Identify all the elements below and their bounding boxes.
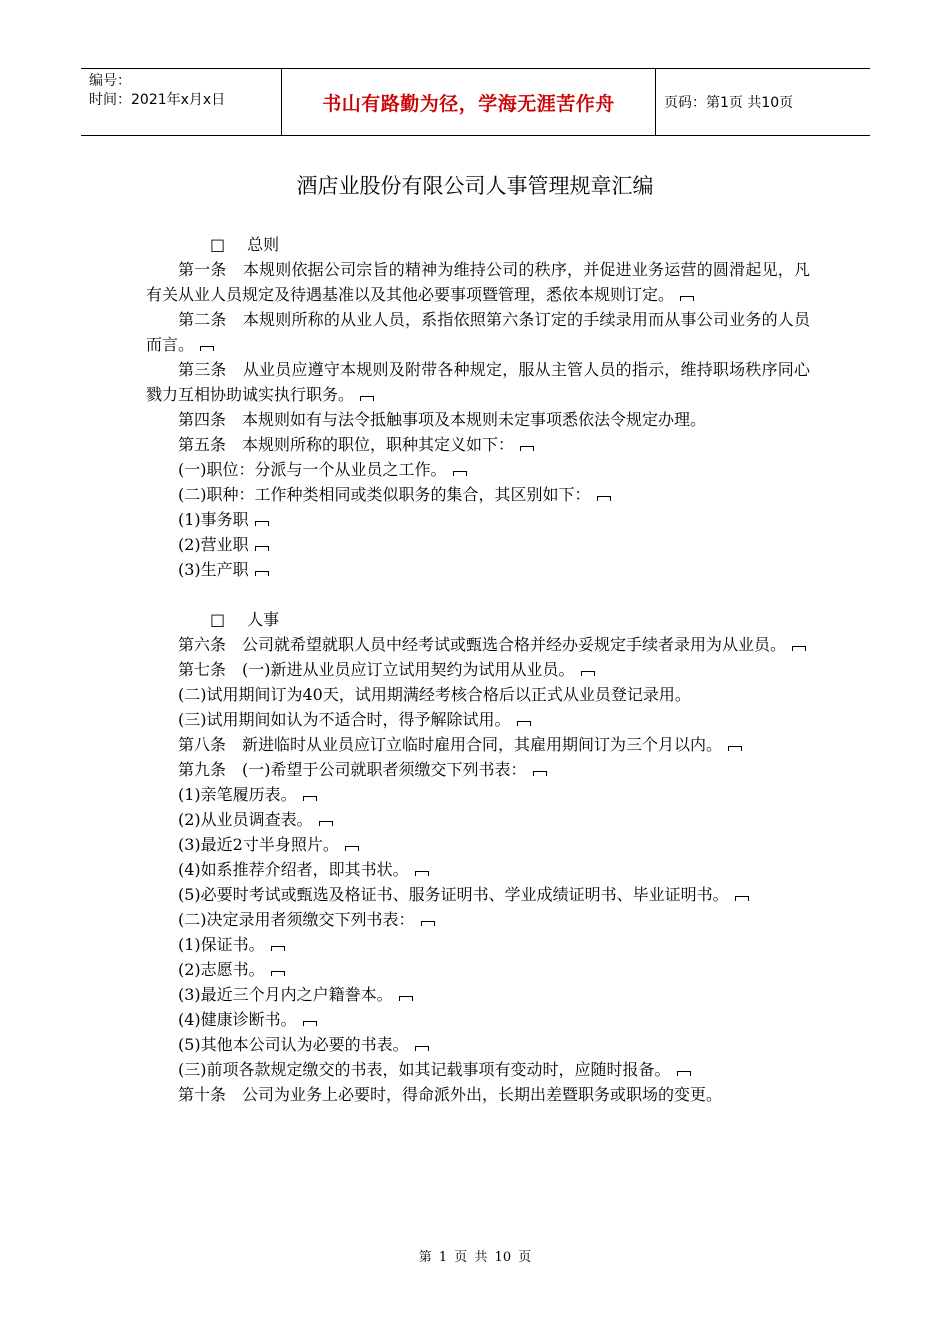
paragraph (146, 657, 810, 682)
paragraph-mark-icon (200, 346, 214, 351)
paragraph-mark-icon (255, 546, 269, 551)
checkbox-square-icon: □ (210, 235, 226, 254)
paragraph (146, 957, 810, 982)
paragraph (146, 482, 810, 507)
header-page-info-cell (656, 69, 870, 135)
paragraph-mark-icon (415, 1046, 429, 1051)
paragraph (146, 1082, 810, 1107)
header-table (81, 68, 870, 136)
section-heading-text: 人事 (247, 610, 280, 629)
document-number-label: 编号： (89, 73, 131, 89)
paragraph-mark-icon (345, 846, 359, 851)
paragraph-text: (二)试用期间订为40天，试用期满经考核合格后以正式从业员登记录用。 (178, 685, 691, 704)
paragraph (146, 732, 810, 757)
paragraph-text: (1)亲笔履历表。 (178, 785, 297, 804)
paragraph-text: (2)从业员调查表。 (178, 810, 313, 829)
paragraph (146, 807, 810, 832)
paragraph (146, 532, 810, 557)
document-title: 酒店业股份有限公司人事管理规章汇编 (296, 174, 654, 198)
paragraph-text: 第七条 (一)新进从业员应订立试用契约为试用从业员。 (178, 660, 575, 679)
checkbox-square-icon: □ (210, 610, 226, 629)
paragraph-text: (3)最近2寸半身照片。 (178, 835, 339, 854)
paragraph (146, 882, 810, 907)
paragraph (146, 707, 810, 732)
paragraph-text: 第三条 从业员应遵守本规则及附带各种规定，服从主管人员的指示，维持职场秩序同心戮力互相协助诚实执行职务。 (146, 360, 810, 404)
paragraph-text: (一)职位：分派与一个从业员之工作。 (178, 460, 447, 479)
paragraph-mark-icon (453, 471, 467, 476)
paragraph-mark-icon (735, 896, 749, 901)
paragraph (146, 407, 810, 432)
paragraph-text: 第九条 (一)希望于公司就职者须缴交下列书表： (178, 760, 527, 779)
paragraph-mark-icon (399, 996, 413, 1001)
paragraph-mark-icon (792, 646, 806, 651)
paragraph-text: (5)必要时考试或甄选及格证书、服务证明书、学业成绩证明书、毕业证明书。 (178, 885, 729, 904)
paragraph (146, 1032, 810, 1057)
paragraph-mark-icon (728, 746, 742, 751)
paragraph-mark-icon (360, 396, 374, 401)
paragraph (146, 857, 810, 882)
paragraph-mark-icon (533, 771, 547, 776)
paragraph-text: 第八条 新进临时从业员应订立临时雇用合同，其雇用期间订为三个月以内。 (178, 735, 723, 754)
paragraph-text: 第一条 本规则依据公司宗旨的精神为维持公司的秩序，并促进业务运营的圆滑起见，凡有关从业人员规定及待遇基准以及其他必要事项暨管理，悉依本规则订定。 (146, 260, 810, 304)
paragraph (146, 982, 810, 1007)
section-heading-text: 总则 (247, 235, 280, 254)
section-gap (146, 582, 810, 607)
paragraph-text: (3)最近三个月内之户籍誊本。 (178, 985, 393, 1004)
paragraph-mark-icon (303, 1021, 317, 1026)
paragraph-mark-icon (319, 821, 333, 826)
header-meta (81, 69, 281, 135)
paragraph-text: (5)其他本公司认为必要的书表。 (178, 1035, 409, 1054)
paragraph (146, 307, 810, 357)
paragraph-text: 第六条 公司就希望就职人员中经考试或甄选合格并经办妥规定手续者录用为从业员。 (178, 635, 787, 654)
paragraph-mark-icon (677, 1071, 691, 1076)
section-heading (146, 607, 810, 632)
paragraph-text: 第十条 公司为业务上必要时，得命派外出，长期出差暨职务或职场的变更。 (178, 1085, 723, 1104)
paragraph-text: 第五条 本规则所称的职位，职种其定义如下： (178, 435, 515, 454)
paragraph-mark-icon (421, 921, 435, 926)
paragraph-text: (1)保证书。 (178, 935, 265, 954)
paragraph (146, 632, 810, 657)
paragraph-text: (4)如系推荐介绍者，即其书状。 (178, 860, 409, 879)
paragraph (146, 257, 810, 307)
paragraph (146, 832, 810, 857)
paragraph (146, 1007, 810, 1032)
header-slogan-cell (281, 69, 656, 135)
paragraph-mark-icon (271, 946, 285, 951)
paragraph-mark-icon (271, 971, 285, 976)
paragraph-mark-icon (581, 671, 595, 676)
paragraph (146, 432, 810, 457)
paragraph-mark-icon (255, 571, 269, 576)
paragraph-text: (三)前项各款规定缴交的书表，如其记载事项有变动时，应随时报备。 (178, 1060, 671, 1079)
document-time: 时间：2021年x月x日 (89, 92, 226, 108)
paragraph-text: (三)试用期间如认为不适合时，得予解除试用。 (178, 710, 511, 729)
paragraph-text: 第二条 本规则所称的从业人员，系指依照第六条订定的手续录用而从事公司业务的人员而言。 (146, 310, 810, 354)
paragraph (146, 932, 810, 957)
paragraph (146, 782, 810, 807)
paragraph-text: (4)健康诊断书。 (178, 1010, 297, 1029)
paragraph-text: (二)职种：工作种类相同或类似职务的集合，其区别如下： (178, 485, 591, 504)
page-footer: 第 1 页 共 10 页 (418, 1250, 532, 1265)
paragraph (146, 682, 810, 707)
paragraph (146, 507, 810, 532)
document-body (146, 232, 810, 1107)
paragraph-mark-icon (680, 296, 694, 301)
paragraph-mark-icon (520, 446, 534, 451)
paragraph (146, 907, 810, 932)
paragraph-text: (1)事务职 (178, 510, 249, 529)
paragraph-text: 第四条 本规则如有与法令抵触事项及本规则未定事项悉依法令规定办理。 (178, 410, 707, 429)
paragraph (146, 1057, 810, 1082)
paragraph-text: (2)营业职 (178, 535, 249, 554)
paragraph-text: (2)志愿书。 (178, 960, 265, 979)
paragraph-mark-icon (415, 871, 429, 876)
paragraph (146, 557, 810, 582)
paragraph-mark-icon (597, 496, 611, 501)
section-heading (146, 232, 810, 257)
header-page-info: 页码：第1页 共10页 (664, 95, 794, 111)
paragraph (146, 357, 810, 407)
paragraph-mark-icon (303, 796, 317, 801)
paragraph (146, 757, 810, 782)
paragraph-mark-icon (255, 521, 269, 526)
header-slogan: 书山有路勤为径，学海无涯苦作舟 (322, 92, 615, 115)
paragraph-mark-icon (517, 721, 531, 726)
paragraph-text: (3)生产职 (178, 560, 249, 579)
paragraph-text: (二)决定录用者须缴交下列书表： (178, 910, 415, 929)
paragraph (146, 457, 810, 482)
